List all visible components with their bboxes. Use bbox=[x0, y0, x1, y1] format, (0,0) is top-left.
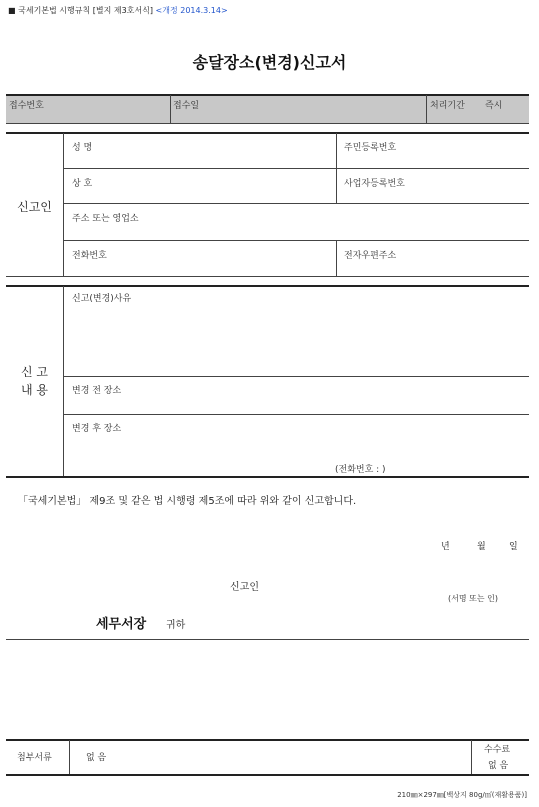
paper-spec: 210㎜×297㎜[백상지 80g/㎡(재활용품)] bbox=[397, 791, 527, 799]
bullet-icon: ■ bbox=[8, 6, 16, 15]
date-month-label: 월 bbox=[477, 542, 486, 552]
name-label: 성 명 bbox=[72, 143, 93, 153]
recipient-honorific: 귀하 bbox=[166, 620, 186, 631]
receipt-date-label: 접수일 bbox=[173, 101, 200, 111]
processing-period-value: 즉시 bbox=[485, 101, 503, 111]
phone-label: 전화번호 bbox=[72, 251, 107, 261]
attachments-value: 없 음 bbox=[86, 753, 107, 763]
business-number-label: 사업자등록번호 bbox=[344, 179, 405, 189]
sign-note: (서명 또는 인) bbox=[448, 594, 498, 603]
business-name-label: 상 호 bbox=[72, 179, 93, 189]
attachments-label: 첨부서류 bbox=[17, 753, 52, 763]
after-place-phone-note: (전화번호 : ) bbox=[335, 465, 386, 475]
content-section-label-line1: 신 고 bbox=[21, 365, 48, 379]
reason-label: 신고(변경)사유 bbox=[72, 294, 132, 304]
before-place-label: 변경 전 장소 bbox=[72, 386, 122, 396]
receipt-number-label: 접수번호 bbox=[9, 101, 44, 111]
resident-number-label: 주민등록번호 bbox=[344, 143, 397, 153]
recipient-office: 세무서장 bbox=[96, 617, 147, 632]
revision-text: <개정 2014.3.14> bbox=[155, 6, 228, 15]
page-title: 송달장소(변경)신고서 bbox=[192, 53, 347, 72]
fee-value: 없 음 bbox=[488, 761, 509, 771]
reporter-section-label: 신고인 bbox=[17, 200, 52, 214]
content-section-label-line2: 내 용 bbox=[21, 383, 48, 397]
processing-period-label: 처리기간 bbox=[430, 101, 465, 111]
fee-label: 수수료 bbox=[484, 745, 511, 755]
date-day-label: 일 bbox=[509, 542, 518, 552]
after-place-label: 변경 후 장소 bbox=[72, 424, 122, 434]
address-label: 주소 또는 영업소 bbox=[72, 214, 139, 224]
declaration-reporter-label: 신고인 bbox=[230, 582, 259, 593]
date-year-label: 년 bbox=[441, 542, 450, 552]
form-header bbox=[8, 5, 228, 16]
regulation-text: 국세기본법 시행규칙 [별지 제3호서식] bbox=[18, 6, 153, 15]
email-label: 전자우편주소 bbox=[344, 251, 397, 261]
declaration-statement: 「국세기본법」 제9조 및 같은 법 시행령 제5조에 따라 위와 같이 신고합니다. bbox=[18, 496, 357, 507]
